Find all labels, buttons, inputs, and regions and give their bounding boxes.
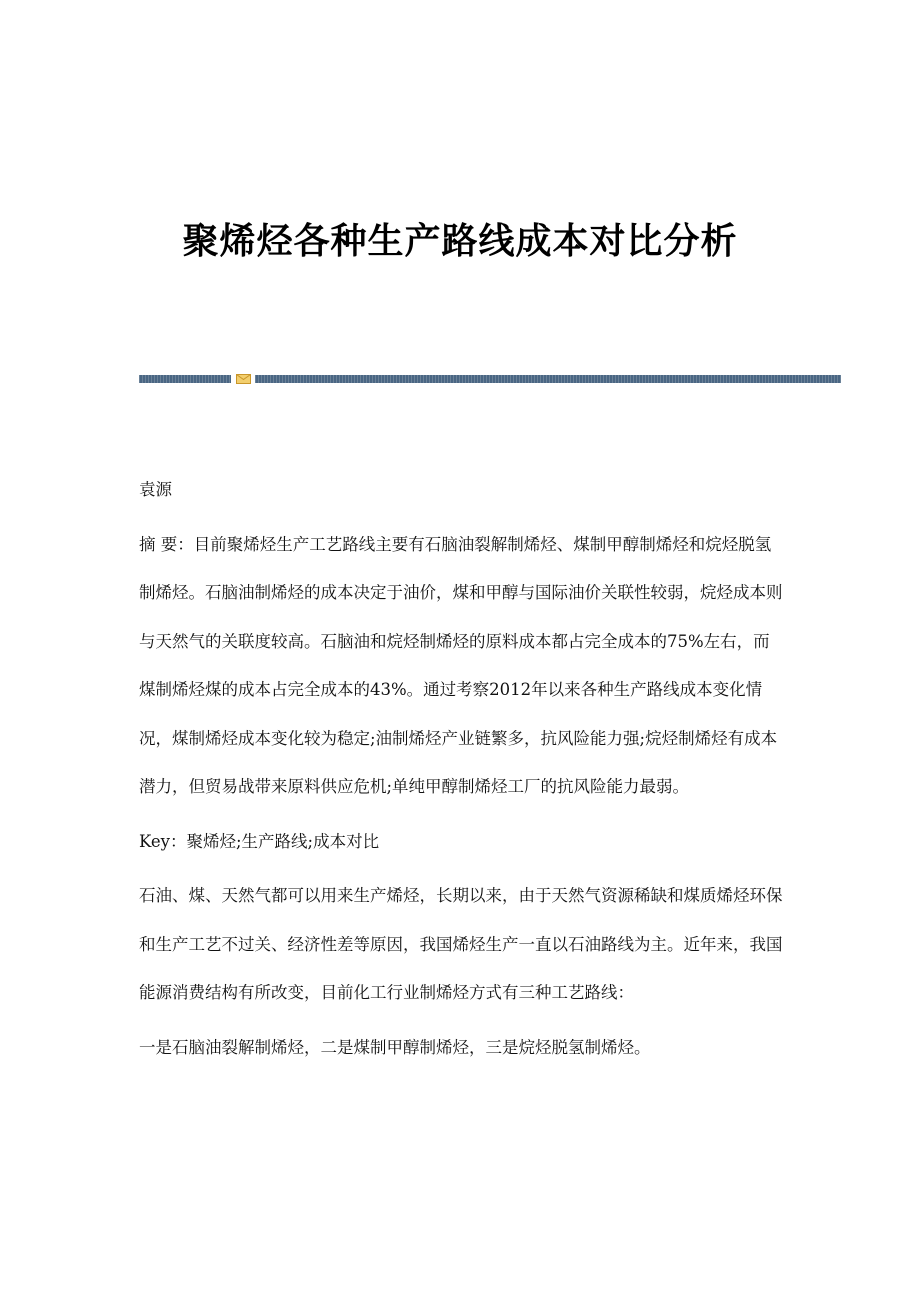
- title-divider: [139, 374, 841, 384]
- divider-bar-left: [139, 375, 231, 383]
- body-paragraph: 一是石脑油裂解制烯烃，二是煤制甲醇制烯烃，三是烷烃脱氢制烯烃。: [139, 1037, 651, 1057]
- body-paragraph: 石油、煤、天然气都可以用来生产烯烃，长期以来，由于天然气资源稀缺和煤质烯烃环保和生产工艺不过关、经济性差等原因，我国烯烃生产一直以石油路线为主。近年来，我国能源消费结构有所改变，目前化工行业制烯烃方式有三种工艺路线：: [139, 886, 783, 1002]
- keywords: Key：聚烯烃;生产路线;成本对比: [139, 831, 380, 851]
- document-title: 聚烯烃各种生产路线成本对比分析: [182, 221, 738, 262]
- author: 袁源: [139, 480, 172, 499]
- divider-bar-right: [255, 375, 841, 383]
- envelope-ornament-icon: [236, 374, 251, 384]
- document-body: [139, 466, 784, 1078]
- abstract: 摘 要：目前聚烯烃生产工艺路线主要有石脑油裂解制烯烃、煤制甲醇制烯烃和烷烃脱氢制烯烃。石脑油制烯烃的成本决定于油价，煤和甲醇与国际油价关联性较弱，烷烃成本则与天然气的关联度较高。石脑油和烷烃制烯烃的原料成本都占完全成本的75%左右，而煤制烯烃煤的成本占完全成本的43%。通过考察2012年以来各种生产路线成本变化情况，煤制烯烃成本变化较为稳定;油制烯烃产业链繁多，抗风险能力强;烷烃制烯烃有成本潜力，但贸易战带来原料供应危机;单纯甲醇制烯烃工厂的抗风险能力最弱。: [139, 534, 783, 796]
